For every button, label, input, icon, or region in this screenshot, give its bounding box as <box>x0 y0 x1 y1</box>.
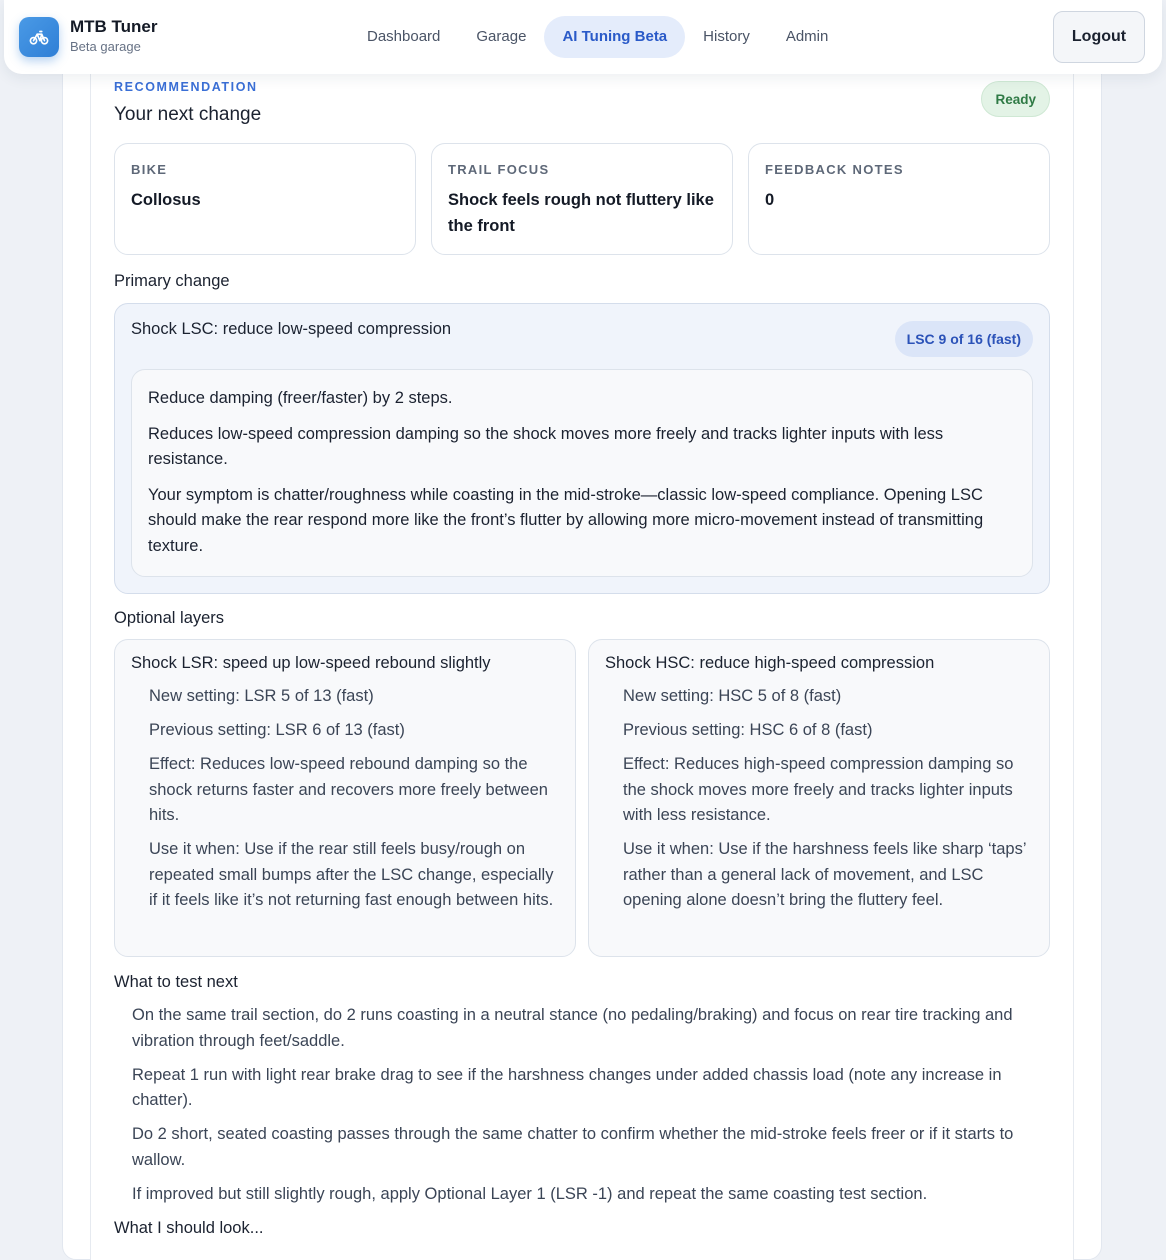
app-subtitle: Beta garage <box>70 39 141 54</box>
top-navbar <box>4 0 1162 74</box>
bike-card <box>114 143 416 255</box>
layer-effect: Effect: Reduces low-speed rebound damping so the shock returns faster and recovers more freely between hits. <box>149 755 548 824</box>
primary-change-details <box>131 369 1033 577</box>
nav-admin[interactable]: Admin <box>785 28 829 45</box>
layer-previous-setting: Previous setting: LSR 6 of 13 (fast) <box>149 721 405 739</box>
bike-icon[interactable] <box>19 17 59 57</box>
bike-value: Collosus <box>131 191 201 209</box>
info-row <box>114 143 1050 255</box>
optional-layers-row <box>114 639 1050 957</box>
layer-card-lsr <box>114 639 576 957</box>
test-next-heading: What to test next <box>114 973 238 991</box>
list-item: Repeat 1 run with light rear brake drag to see if the harshness changes under added chassis load (note any increase in chatter). <box>132 1065 1002 1109</box>
nav-dashboard[interactable]: Dashboard <box>367 28 441 45</box>
main-nav <box>349 16 846 58</box>
list-item: Do 2 short, seated coasting passes through the same chatter to confirm whether the mid-stroke feels freer or if it starts to wallow. <box>132 1125 1014 1169</box>
layer-title: Shock LSR: speed up low-speed rebound slightly <box>131 654 491 672</box>
primary-change-card <box>114 303 1050 594</box>
trail-focus-value: Shock feels rough not fluttery like the front <box>448 191 714 235</box>
primary-rationale: Your symptom is chatter/roughness while coasting in the mid-stroke—classic low-speed compliance. Opening LSC should make the rear respond more like the front’s flutter by allowing more micro-movement instead of transmitting texture. <box>148 485 984 555</box>
layer-previous-setting: Previous setting: HSC 6 of 8 (fast) <box>623 721 873 739</box>
layer-use-when: Use it when: Use if the harshness feels like sharp ‘taps’ rather than a general lack of movement, and LSC opening alone doesn’t bring the fluttery feel. <box>623 840 1026 909</box>
layer-use-when: Use it when: Use if the rear still feels busy/rough on repeated small bumps after the LSC change, especially if it feels like it’s not returning fast enough between hits. <box>149 840 554 909</box>
nav-history[interactable]: History <box>703 28 750 45</box>
trail-focus-label: TRAIL FOCUS <box>448 162 550 177</box>
status-badge: Ready <box>981 81 1050 117</box>
feedback-notes-label: FEEDBACK NOTES <box>765 162 904 177</box>
layer-title: Shock HSC: reduce high-speed compression <box>605 654 935 672</box>
primary-effect: Reduces low-speed compression damping so the shock moves more freely and tracks lighter inputs with less resistance. <box>148 424 944 468</box>
feedback-notes-value: 0 <box>765 191 775 209</box>
nav-ai-tuning[interactable]: AI Tuning Beta <box>544 16 685 58</box>
setting-badge: LSC 9 of 16 (fast) <box>895 321 1033 357</box>
primary-change-title: Shock LSC: reduce low-speed compression <box>131 320 452 338</box>
primary-change-heading: Primary change <box>114 272 230 290</box>
layer-card-hsc <box>588 639 1050 957</box>
next-section-heading: What I should look... <box>114 1219 264 1237</box>
bike-label: BIKE <box>131 162 168 177</box>
logout-button[interactable]: Logout <box>1053 11 1145 63</box>
layer-new-setting: New setting: HSC 5 of 8 (fast) <box>623 687 842 705</box>
recommendation-eyebrow: RECOMMENDATION <box>114 80 258 94</box>
trail-focus-card <box>431 143 733 255</box>
optional-layers-heading: Optional layers <box>114 609 225 627</box>
feedback-notes-card <box>748 143 1050 255</box>
layer-effect: Effect: Reduces high-speed compression damping so the shock moves more freely and tracks lighter inputs with less resistance. <box>623 755 1014 824</box>
test-next-list <box>132 1003 1050 1216</box>
recommendation-title: Your next change <box>114 104 262 125</box>
list-item: If improved but still slightly rough, apply Optional Layer 1 (LSR -1) and repeat the same coasting test section. <box>132 1184 928 1203</box>
app-name[interactable]: MTB Tuner <box>70 17 158 36</box>
layer-new-setting: New setting: LSR 5 of 13 (fast) <box>149 687 374 705</box>
list-item: On the same trail section, do 2 runs coasting in a neutral stance (no pedaling/braking) and focus on rear tire tracking and vibration through feet/saddle. <box>132 1006 1013 1050</box>
primary-step: Reduce damping (freer/faster) by 2 steps. <box>148 389 453 407</box>
nav-garage[interactable]: Garage <box>476 28 527 45</box>
